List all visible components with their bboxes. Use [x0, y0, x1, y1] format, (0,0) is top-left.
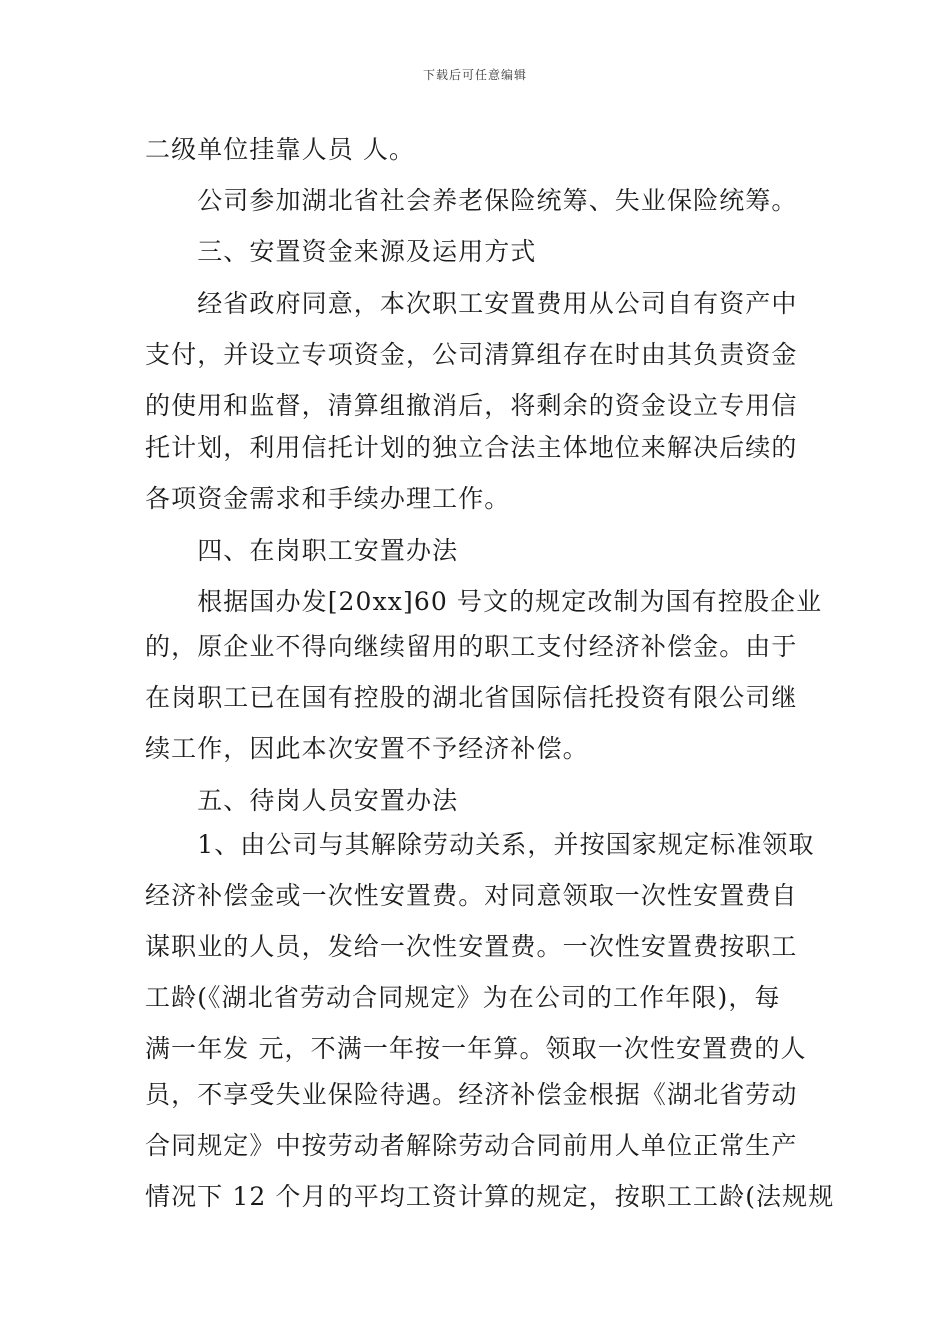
text-line: 的，原企业不得向继续留用的职工支付经济补偿金。由于: [145, 632, 798, 661]
text-line: 根据国办发[20xx]60 号文的规定改制为国有控股企业: [145, 587, 823, 616]
text-line: 在岗职工已在国有控股的湖北省国际信托投资有限公司继: [145, 683, 798, 712]
text-line: 员，不享受失业保险待遇。经济补偿金根据《湖北省劳动: [145, 1080, 798, 1109]
text-line: 合同规定》中按劳动者解除劳动合同前用人单位正常生产: [145, 1131, 798, 1160]
text-line: 托计划，利用信托计划的独立合法主体地位来解决后续的: [145, 433, 798, 462]
text-line: 工龄(《湖北省劳动合同规定》为在公司的工作年限)，每: [145, 983, 781, 1012]
text-line: 各项资金需求和手续办理工作。: [145, 484, 511, 513]
text-line: 1、由公司与其解除劳动关系，并按国家规定标准领取: [145, 830, 815, 859]
text-line: 支付，并设立专项资金，公司清算组存在时由其负责资金: [145, 340, 798, 369]
text-line: 经济补偿金或一次性安置费。对同意领取一次性安置费自: [145, 881, 798, 910]
page-header: 下载后可任意编辑: [422, 68, 527, 82]
text-line: 经省政府同意，本次职工安置费用从公司自有资产中: [145, 289, 798, 318]
text-line: 的使用和监督，清算组撤消后，将剩余的资金设立专用信: [145, 391, 798, 420]
section-heading: 五、待岗人员安置办法: [145, 786, 459, 815]
text-line: 续工作，因此本次安置不予经济补偿。: [145, 734, 589, 763]
section-heading: 三、安置资金来源及运用方式: [145, 237, 537, 266]
text-line: 满一年发 元，不满一年按一年算。领取一次性安置费的人: [145, 1034, 807, 1063]
text-line: 情况下 12 个月的平均工资计算的规定，按职工工龄(法规规: [145, 1182, 835, 1211]
text-line: 二级单位挂靠人员 人。: [145, 135, 416, 164]
text-line: 谋职业的人员，发给一次性安置费。一次性安置费按职工: [145, 932, 798, 961]
section-heading: 四、在岗职工安置办法: [145, 536, 459, 565]
text-line: 公司参加湖北省社会养老保险统筹、失业保险统筹。: [145, 186, 798, 215]
